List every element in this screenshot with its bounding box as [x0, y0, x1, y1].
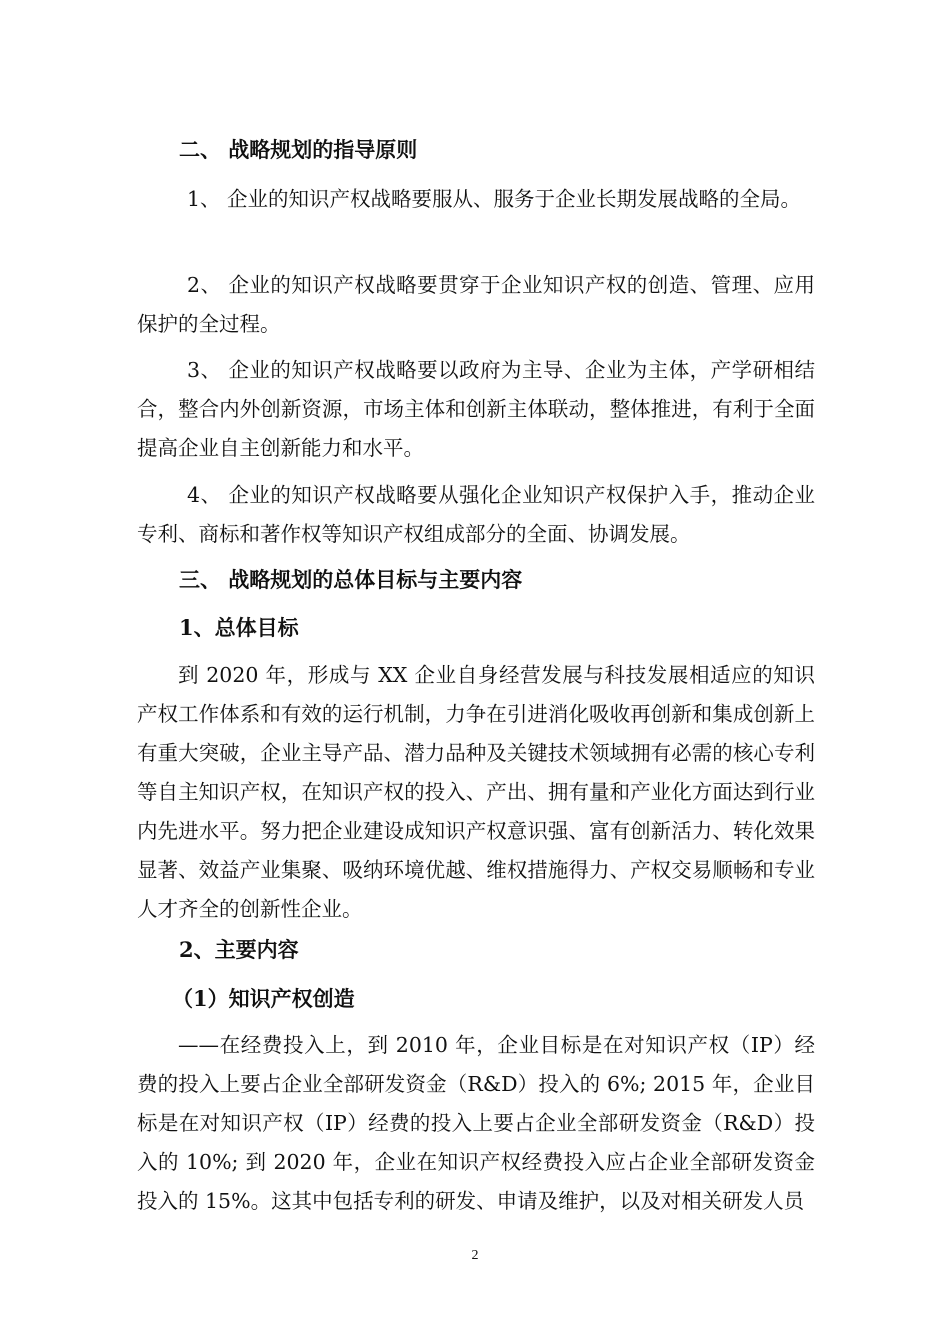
- main-content-heading: 2、主要内容: [179, 937, 299, 962]
- section-2-heading: 二、 战略规划的指导原则: [179, 137, 418, 162]
- overall-goal-paragraph: 到 2020 年，形成与 XX 企业自身经营发展与科技发展相适应的知识产权工作体系和有效的运行机制，力争在引进消化吸收再创新和集成创新上有重大突破，企业主导产品、潜力品种及关键技术领域拥有必需的核心专利等自主知识产权，在知识产权的投入、产出、拥有量和产业化方面达到行业内先进水平。努力把企业建设成知识产权意识强、富有创新活力、转化效果显著、效益产业集聚、吸纳环境优越、维权措施得力、产权交易顺畅和专业人才齐全的创新性企业。: [137, 663, 815, 921]
- section-3-heading: 三、 战略规划的总体目标与主要内容: [179, 567, 523, 592]
- principle-item-3: 3、 企业的知识产权战略要以政府为主导、企业为主体，产学研相结合，整合内外创新资源，市场主体和创新主体联动，整体推进，有利于全面提高企业自主创新能力和水平。: [137, 358, 815, 460]
- principle-item-1: 1、 企业的知识产权战略要服从、服务于企业长期发展战略的全局。: [187, 187, 802, 211]
- page-number: 2: [471, 1248, 479, 1263]
- principle-item-4: 4、 企业的知识产权战略要从强化企业知识产权保护入手，推动企业专利、商标和著作权等知识产权组成部分的全面、协调发展。: [137, 483, 815, 546]
- ip-creation-paragraph: ——在经费投入上，到 2010 年，企业目标是在对知识产权（IP）经费的投入上要占企业全部研发资金（R&D）投入的 6%; 2015 年，企业目标是在对知识产权（IP）经费的投入上要占企业全部研发资金（R&D）投入的 10%; 到 2020 年，企业在知识产权经费投入应占企业全部研发资金投入的 15%。这其中包括专利的研发、申请及维护，以及对相关研发人员: [137, 1033, 815, 1213]
- overall-goal-heading: 1、总体目标: [179, 615, 299, 640]
- principle-item-2: 2、 企业的知识产权战略要贯穿于企业知识产权的创造、管理、应用保护的全过程。: [137, 273, 815, 336]
- ip-creation-heading: （1）知识产权创造: [172, 986, 355, 1011]
